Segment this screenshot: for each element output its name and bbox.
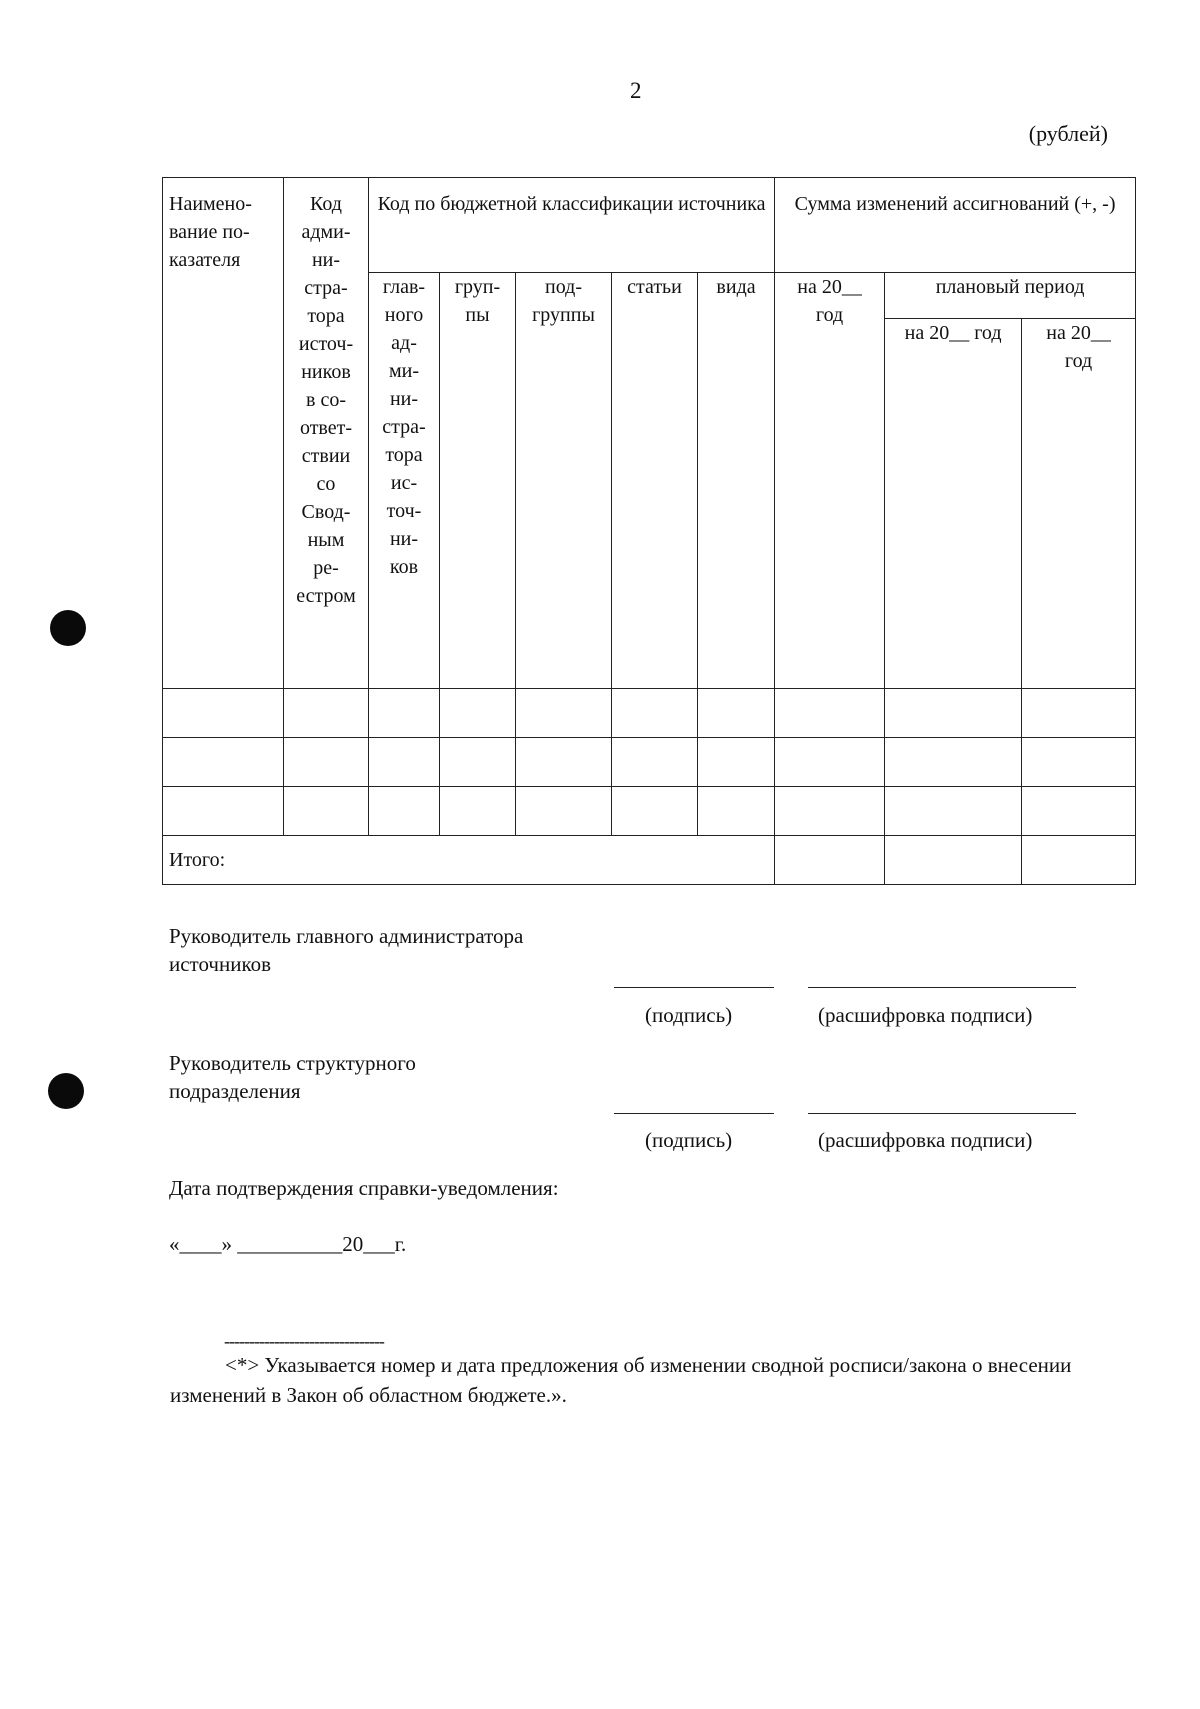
cell[interactable]	[698, 787, 775, 836]
cell[interactable]	[1022, 689, 1136, 738]
cell[interactable]	[163, 689, 284, 738]
header-current-year: на 20__ год	[775, 273, 885, 689]
cell[interactable]	[612, 689, 698, 738]
cell[interactable]	[775, 738, 885, 787]
cell[interactable]	[369, 738, 440, 787]
signature-head-main-admin: Руководитель главного администратора источников	[169, 924, 524, 976]
signature-head-struct-unit: Руководитель структурного подразделения	[169, 1051, 416, 1103]
header-groups: груп- пы	[440, 273, 516, 689]
punch-hole-top	[50, 610, 86, 646]
cell[interactable]	[1022, 787, 1136, 836]
cell[interactable]	[885, 689, 1022, 738]
cell[interactable]	[284, 787, 369, 836]
confirmation-date-label: Дата подтверждения справки-уведомления:	[169, 1176, 559, 1200]
cell[interactable]	[775, 689, 885, 738]
total-cell[interactable]	[1022, 836, 1136, 885]
cell[interactable]	[698, 689, 775, 738]
header-budget-classification-code: Код по бюджетной классификации источника	[369, 178, 775, 273]
cell[interactable]	[516, 689, 612, 738]
header-main-admin: глав- ного ад- ми- ни- стра- тора ис- точ- ни- ков	[369, 273, 440, 689]
cell[interactable]	[516, 787, 612, 836]
cell[interactable]	[1022, 738, 1136, 787]
cell[interactable]	[775, 787, 885, 836]
cell[interactable]	[698, 738, 775, 787]
header-plan-year-1: на 20__ год	[885, 319, 1022, 689]
signature-decode-line[interactable]	[808, 1113, 1076, 1114]
table-row	[163, 738, 1136, 787]
total-cell[interactable]	[775, 836, 885, 885]
header-admin-code: Код адми- ни- стра- тора источ- ников в со- ответ- ствии со Свод- ным ре- естром	[284, 178, 369, 689]
decode-caption: (расшифровка подписи)	[818, 1003, 1033, 1027]
cell[interactable]	[163, 787, 284, 836]
decode-caption: (расшифровка подписи)	[818, 1128, 1033, 1152]
header-kind: вида	[698, 273, 775, 689]
signature-line[interactable]	[614, 1113, 774, 1114]
cell[interactable]	[369, 689, 440, 738]
signature-caption: (подпись)	[645, 1128, 733, 1152]
table-row	[163, 689, 1136, 738]
header-planned-period: плановый период	[885, 273, 1136, 319]
total-cell[interactable]	[885, 836, 1022, 885]
punch-hole-bottom	[48, 1073, 84, 1109]
signature-caption: (подпись)	[645, 1003, 733, 1027]
date-field[interactable]: «____» __________20___г.	[169, 1232, 407, 1256]
footnote-separator: --------------------------------	[224, 1331, 384, 1351]
header-indicator-name: Наимено- вание по- казателя	[163, 178, 284, 689]
cell[interactable]	[369, 787, 440, 836]
cell[interactable]	[885, 787, 1022, 836]
total-row	[163, 836, 1136, 885]
units-label: (рублей)	[1028, 121, 1108, 146]
cell[interactable]	[885, 738, 1022, 787]
cell[interactable]	[284, 689, 369, 738]
cell[interactable]	[516, 738, 612, 787]
cell[interactable]	[440, 787, 516, 836]
cell[interactable]	[612, 738, 698, 787]
signature-line[interactable]	[614, 987, 774, 988]
cell[interactable]	[612, 787, 698, 836]
header-plan-year-2: на 20__ год	[1022, 319, 1136, 689]
table-row	[163, 787, 1136, 836]
cell[interactable]	[440, 689, 516, 738]
cell[interactable]	[440, 738, 516, 787]
header-sum-of-changes: Сумма изменений ассигнований (+, -)	[775, 178, 1136, 273]
header-articles: статьи	[612, 273, 698, 689]
signature-decode-line[interactable]	[808, 987, 1076, 988]
page-number: 2	[630, 78, 642, 103]
budget-change-table	[162, 177, 1136, 885]
total-label: Итого:	[163, 836, 775, 885]
cell[interactable]	[163, 738, 284, 787]
header-subgroups: под- группы	[516, 273, 612, 689]
footnote: <*> Указывается номер и дата предложения об изменении сводной росписи/закона о внесении изменений в Закон об областном бюджете.».	[170, 1353, 1072, 1407]
cell[interactable]	[284, 738, 369, 787]
